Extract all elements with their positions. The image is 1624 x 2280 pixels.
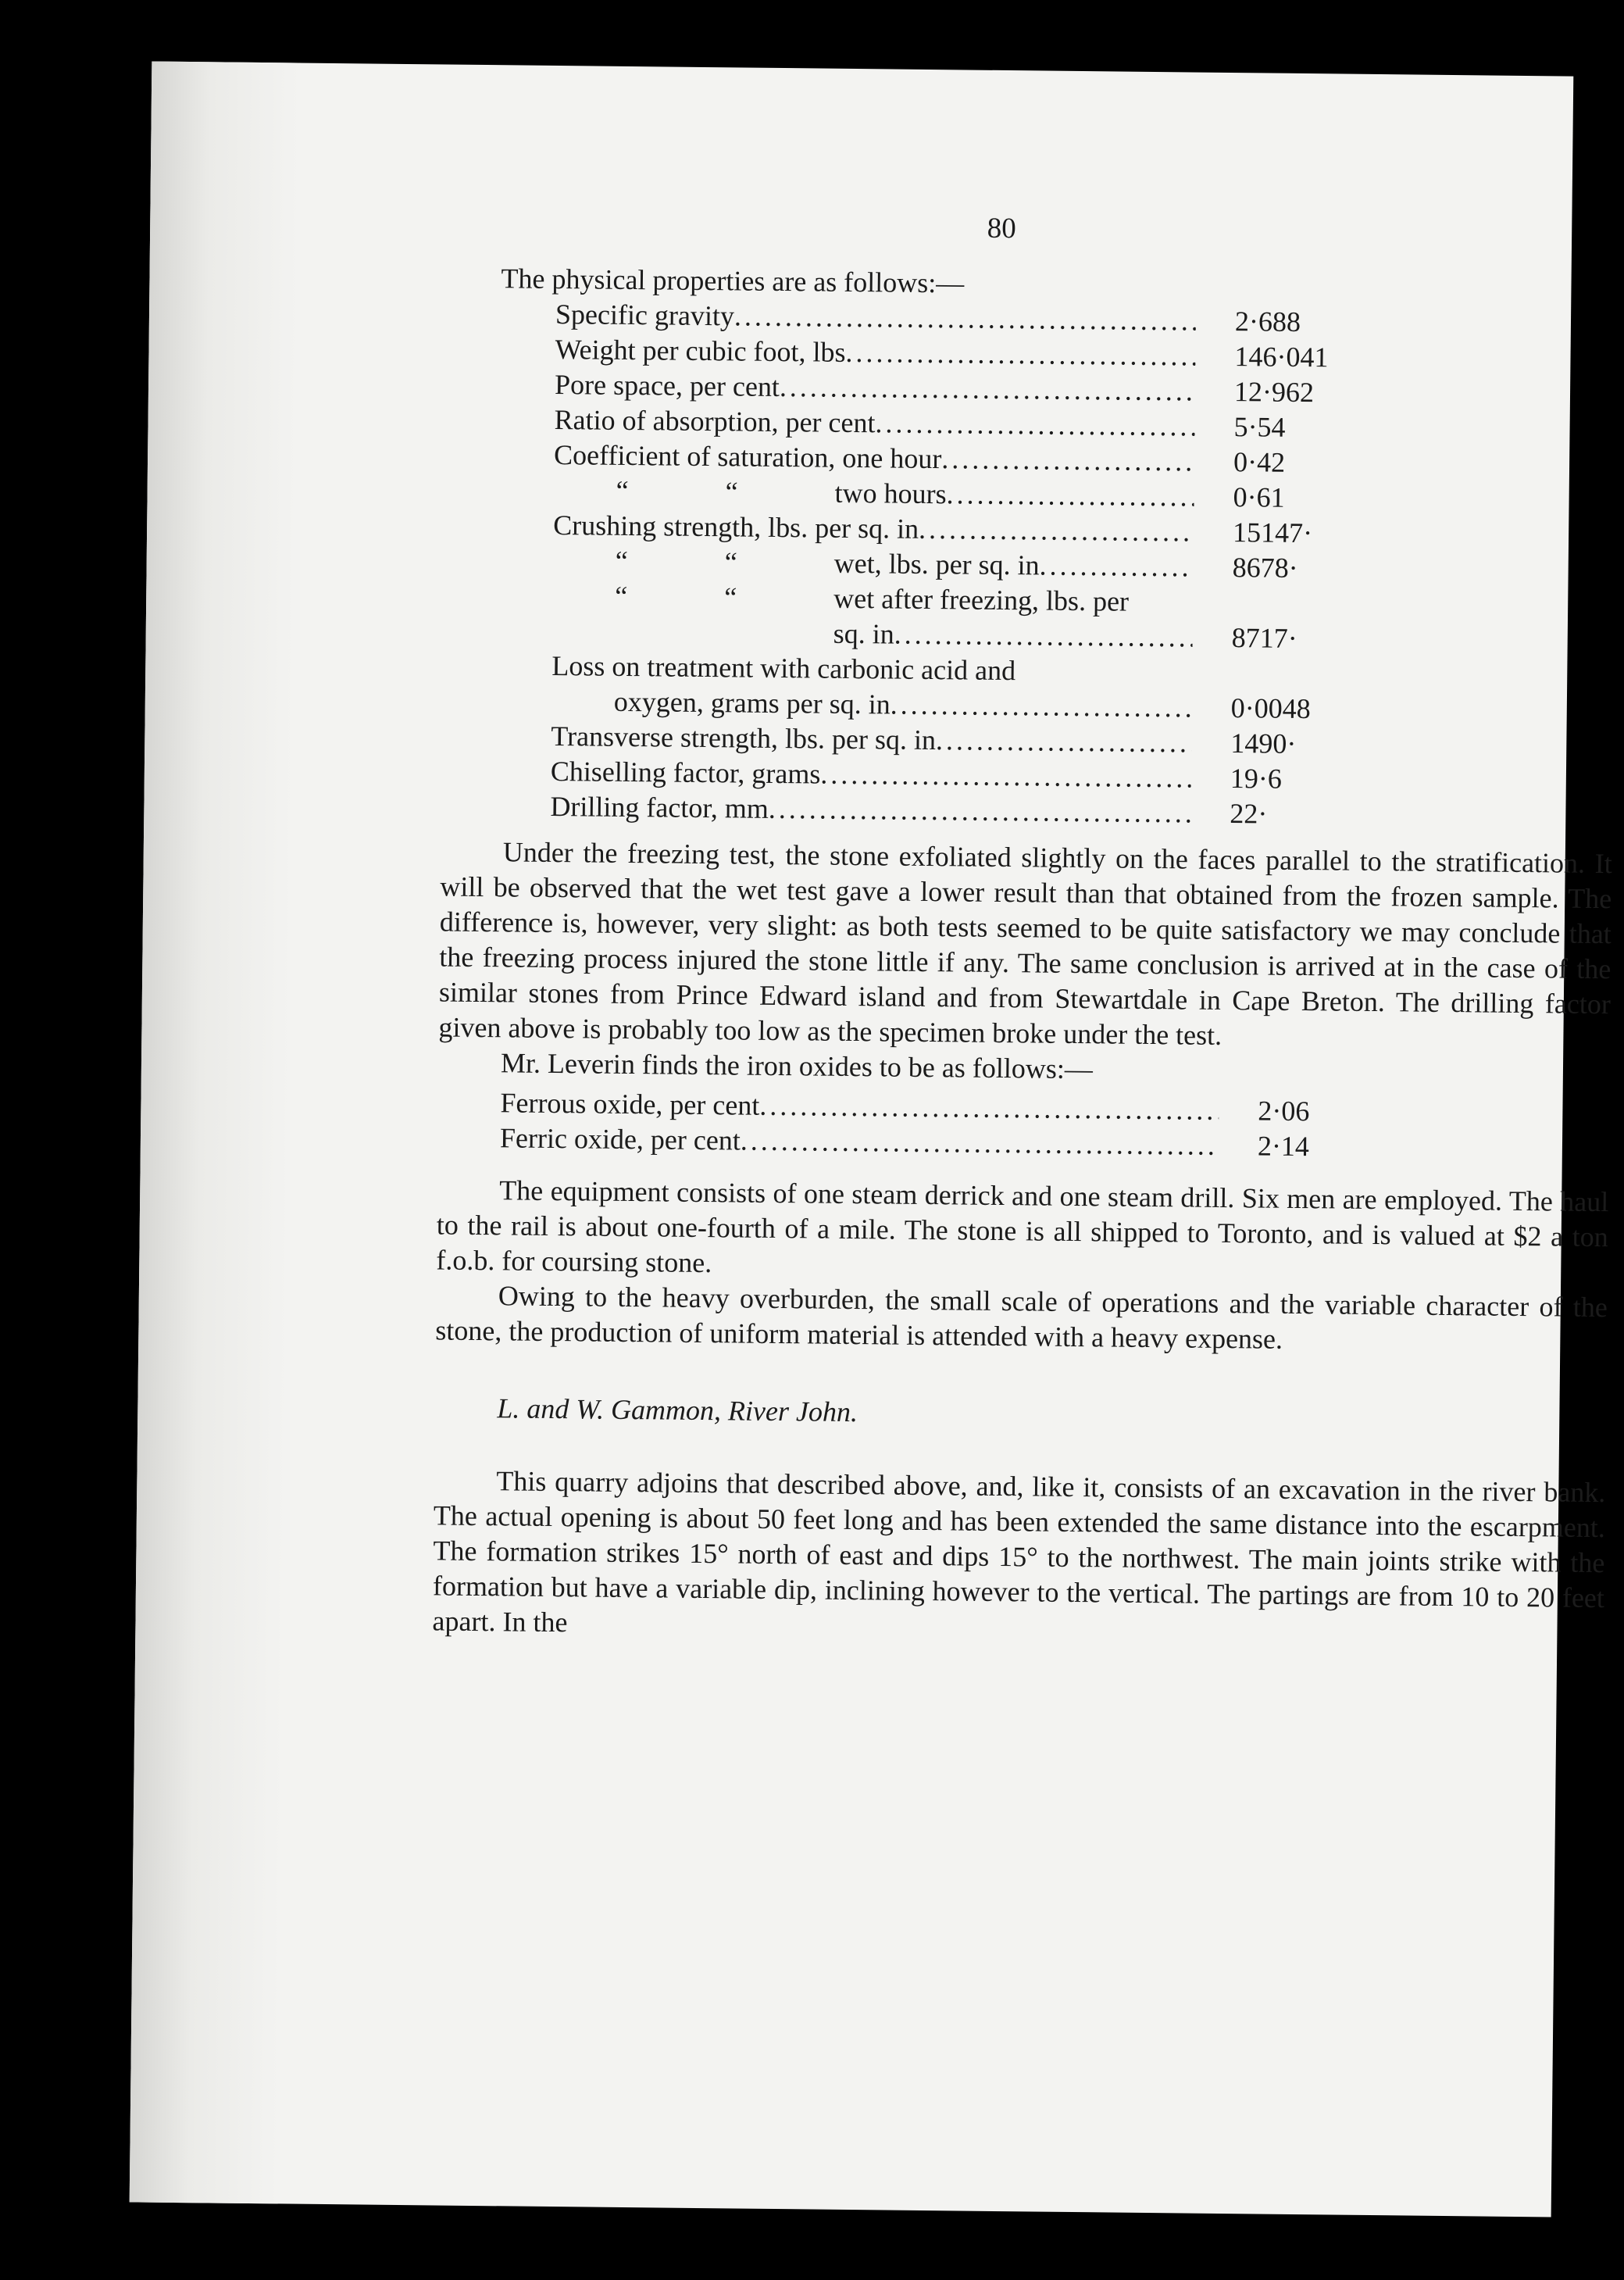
oxide-value: 2·06	[1258, 1095, 1310, 1127]
property-label: Specific gravity	[555, 298, 735, 332]
property-value: 0·61	[1233, 481, 1285, 513]
ditto-mark: “	[725, 476, 738, 508]
property-label: Coefficient of saturation, one hour	[553, 438, 942, 475]
property-label: wet, lbs. per sq. in	[833, 547, 1040, 581]
section-heading: L. and W. Gammon, River John.	[497, 1392, 858, 1428]
property-label: wet after freezing, lbs. per	[833, 582, 1130, 617]
property-value: 12·962	[1233, 376, 1315, 409]
property-label: Ratio of absorption, per cent	[554, 403, 876, 439]
ditto-mark: “	[616, 474, 629, 506]
property-value: 0·0048	[1230, 692, 1312, 725]
ditto-mark: “	[724, 581, 737, 613]
paragraph-equipment: The equipment consists of one steam derrick and one steam drill. Six men are employed. The haul to the rail is about one-fourth of a mile. The stone is all shipped to Toronto, and is valued at $2 a ton f.o.b. for coursing stone.	[436, 1174, 1609, 1279]
oxides-table	[500, 1085, 1438, 1166]
property-value: 5·54	[1233, 411, 1286, 443]
property-label-continuation: sq. in	[833, 617, 894, 650]
ditto-mark: “	[615, 545, 628, 577]
property-label: Drilling factor, mm	[550, 790, 769, 824]
property-value: 0·42	[1233, 446, 1286, 478]
property-value: 22·	[1230, 798, 1268, 830]
property-value: 146·041	[1234, 341, 1329, 373]
page-gutter	[130, 62, 301, 2204]
ditto-mark: “	[724, 546, 737, 578]
property-value: 8678·	[1232, 552, 1298, 584]
property-label: Weight per cubic foot, lbs	[555, 333, 846, 368]
property-label: Loss on treatment with carbonic acid and	[551, 649, 1016, 687]
oxide-label: Ferrous oxide, per cent	[500, 1087, 760, 1121]
property-label: Pore space, per cent	[554, 368, 780, 402]
property-value: 2·688	[1234, 306, 1301, 338]
paragraph-leverin: Mr. Leverin finds the iron oxides to be as follows:—	[500, 1047, 1094, 1085]
property-value: 1490·	[1230, 727, 1297, 759]
paragraph-quarry: This quarry adjoins that described above, and, like it, consists of an excavation in the river bank. The actual opening is about 50 feet long and has been extended the same distance into the escarpment. The formation strikes 15° north of east and dips 15° to the northwest. The main joints strike with the formation but have a variable dip, inclining however to the vertical. The partings are from 10 to 20 feet apart. In the	[432, 1465, 1606, 1639]
property-label: two hours	[834, 477, 947, 510]
ditto-mark: “	[615, 580, 628, 612]
property-label: Chiselling factor, grams	[550, 755, 821, 790]
property-label: Transverse strength, lbs. per sq. in	[551, 720, 937, 756]
property-value: 19·6	[1230, 763, 1283, 795]
page-content	[432, 205, 1619, 1652]
paragraph-freezing: Under the freezing test, the stone exfoliated slightly on the faces parallel to the stratification. It will be observed that the wet test gave a lower result than that obtained from the frozen sample. The difference is, however, very slight: as both tests seemed to be quite satisfactory we may conclude that the freezing process injured the stone little if any. The same conclusion is arrived at in the case of the similar stones from Prince Edward island and from Stewartdale in Cape Breton. The drilling factor given above is probably too low as the specimen broke under the test.	[438, 836, 1612, 1051]
oxide-label: Ferric oxide, per cent	[499, 1122, 741, 1156]
oxide-value: 2·14	[1257, 1130, 1310, 1163]
paragraph-overburden: Owing to the heavy overburden, the small scale of operations and the variable character of the stone, the production of uniform material is attended with a heavy expense.	[435, 1280, 1608, 1355]
property-value: 15147·	[1232, 516, 1313, 549]
scanned-page	[130, 62, 1612, 2217]
properties-table	[550, 297, 1383, 833]
property-value: 8717·	[1231, 622, 1297, 654]
property-label-continuation: oxygen, grams per sq. in	[613, 685, 891, 720]
property-label: Crushing strength, lbs. per sq. in	[553, 509, 919, 545]
properties-intro: The physical properties are as follows:—	[501, 263, 965, 299]
page-number: 80	[987, 212, 1016, 245]
